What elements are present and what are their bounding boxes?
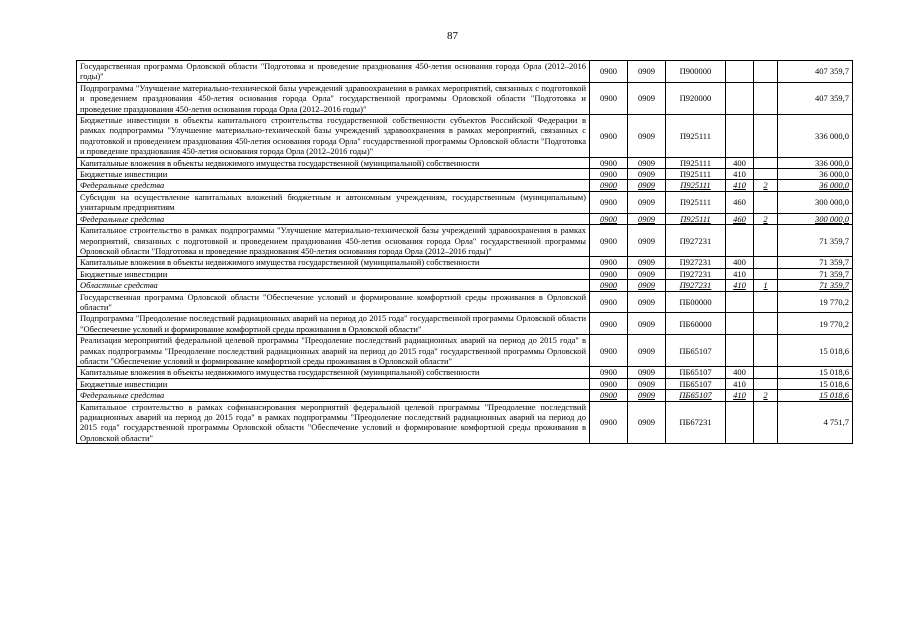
target-article-code: П927231 (666, 280, 726, 291)
target-article-code: ПБ65107 (666, 378, 726, 389)
ministry-code: 0900 (590, 280, 628, 291)
funding-source-code (754, 61, 778, 83)
expense-type-code: 400 (726, 367, 754, 378)
amount-value: 300 000,0 (778, 213, 853, 224)
table-row (77, 401, 853, 444)
subsection-code: 0909 (628, 280, 666, 291)
amount-value: 71 359,7 (778, 280, 853, 291)
subsection-code: 0909 (628, 157, 666, 168)
funding-source-code (754, 115, 778, 158)
table-body (77, 61, 853, 444)
target-article-code: П925111 (666, 169, 726, 180)
subsection-code: 0909 (628, 291, 666, 313)
amount-value: 15 018,6 (778, 367, 853, 378)
table-row (77, 390, 853, 401)
ministry-code: 0900 (590, 313, 628, 335)
target-article-code: П925111 (666, 157, 726, 168)
row-description: Федеральные средства (77, 390, 590, 401)
target-article-code: ПБ60000 (666, 313, 726, 335)
expense-type-code: 410 (726, 180, 754, 191)
amount-value: 336 000,0 (778, 157, 853, 168)
expense-type-code (726, 401, 754, 444)
target-article-code: ПБ67231 (666, 401, 726, 444)
table-row (77, 191, 853, 213)
row-description: Подпрограмма "Улучшение материально-технической базы учреждений здравоохранения в рамках мероприятий, связанных с подготовкой и проведением празднования 450-летия основания города Орла" государственной программы Орловской области "Подготовка и проведение празднования 450-летия основания города Орла (2012–2016 годы)" (77, 82, 590, 114)
amount-value: 407 359,7 (778, 61, 853, 83)
subsection-code: 0909 (628, 335, 666, 367)
amount-value: 15 018,6 (778, 390, 853, 401)
row-description: Государственная программа Орловской области "Подготовка и проведение празднования 450-летия основания города Орла (2012–2016 годы)" (77, 61, 590, 83)
amount-value: 4 751,7 (778, 401, 853, 444)
subsection-code: 0909 (628, 257, 666, 268)
expense-type-code: 410 (726, 169, 754, 180)
row-description: Капитальные вложения в объекты недвижимого имущества государственной (муниципальной) собственности (77, 367, 590, 378)
subsection-code: 0909 (628, 180, 666, 191)
expense-type-code: 410 (726, 378, 754, 389)
subsection-code: 0909 (628, 367, 666, 378)
ministry-code: 0900 (590, 257, 628, 268)
funding-source-code: 1 (754, 280, 778, 291)
amount-value: 407 359,7 (778, 82, 853, 114)
page-number: 87 (447, 30, 458, 42)
expense-type-code (726, 335, 754, 367)
table-row (77, 169, 853, 180)
table-row (77, 257, 853, 268)
subsection-code: 0909 (628, 82, 666, 114)
expense-type-code: 400 (726, 257, 754, 268)
funding-source-code (754, 268, 778, 279)
amount-value: 15 018,6 (778, 335, 853, 367)
ministry-code: 0900 (590, 82, 628, 114)
subsection-code: 0909 (628, 225, 666, 257)
target-article-code: П927231 (666, 225, 726, 257)
funding-source-code (754, 225, 778, 257)
target-article-code: П925111 (666, 180, 726, 191)
target-article-code: П925111 (666, 115, 726, 158)
amount-value: 71 359,7 (778, 257, 853, 268)
target-article-code: П927231 (666, 257, 726, 268)
table-row (77, 280, 853, 291)
table-row (77, 378, 853, 389)
funding-source-code (754, 335, 778, 367)
funding-source-code: 2 (754, 213, 778, 224)
funding-source-code (754, 367, 778, 378)
expense-type-code: 410 (726, 268, 754, 279)
funding-source-code: 2 (754, 390, 778, 401)
funding-source-code (754, 157, 778, 168)
table-row (77, 61, 853, 83)
target-article-code: П925111 (666, 191, 726, 213)
subsection-code: 0909 (628, 268, 666, 279)
expense-type-code (726, 291, 754, 313)
expense-type-code (726, 82, 754, 114)
amount-value: 19 770,2 (778, 291, 853, 313)
subsection-code: 0909 (628, 191, 666, 213)
row-description: Бюджетные инвестиции (77, 378, 590, 389)
row-description: Областные средства (77, 280, 590, 291)
expense-type-code (726, 61, 754, 83)
row-description: Подпрограмма "Преодоление последствий радиационных аварий на период до 2015 года" государственной программы Орловской области "Обеспечение условий и формирование комфортной среды проживания в Орловской области" (77, 313, 590, 335)
funding-source-code (754, 82, 778, 114)
amount-value: 36 000,0 (778, 180, 853, 191)
expense-type-code: 410 (726, 280, 754, 291)
target-article-code: ПБ65107 (666, 367, 726, 378)
table-row (77, 268, 853, 279)
row-description: Реализация мероприятий федеральной целевой программы "Преодоление последствий радиационных аварий на период до 2015 года" в рамках подпрограммы "Преодоление последствий радиационных аварий на период до 2015 года" государственной программы Орловской области "Обеспечение условий и формирование комфортной среды проживания в Орловской области" (77, 335, 590, 367)
ministry-code: 0900 (590, 157, 628, 168)
funding-source-code (754, 401, 778, 444)
subsection-code: 0909 (628, 213, 666, 224)
amount-value: 15 018,6 (778, 378, 853, 389)
target-article-code: ПБ65107 (666, 390, 726, 401)
amount-value: 71 359,7 (778, 268, 853, 279)
expense-type-code: 460 (726, 191, 754, 213)
funding-source-code (754, 191, 778, 213)
expense-type-code (726, 313, 754, 335)
subsection-code: 0909 (628, 390, 666, 401)
table-row (77, 335, 853, 367)
row-description: Субсидии на осуществление капитальных вложений бюджетным и автономным учреждениям, государственным (муниципальным) унитарным предприятиям (77, 191, 590, 213)
table-row (77, 313, 853, 335)
subsection-code: 0909 (628, 313, 666, 335)
ministry-code: 0900 (590, 367, 628, 378)
subsection-code: 0909 (628, 115, 666, 158)
ministry-code: 0900 (590, 191, 628, 213)
subsection-code: 0909 (628, 401, 666, 444)
row-description: Бюджетные инвестиции (77, 169, 590, 180)
ministry-code: 0900 (590, 115, 628, 158)
target-article-code: П920000 (666, 82, 726, 114)
ministry-code: 0900 (590, 401, 628, 444)
row-description: Бюджетные инвестиции (77, 268, 590, 279)
target-article-code: П927231 (666, 268, 726, 279)
funding-source-code (754, 378, 778, 389)
ministry-code: 0900 (590, 169, 628, 180)
ministry-code: 0900 (590, 291, 628, 313)
expense-type-code (726, 115, 754, 158)
ministry-code: 0900 (590, 268, 628, 279)
ministry-code: 0900 (590, 335, 628, 367)
expense-type-code (726, 225, 754, 257)
table-row (77, 180, 853, 191)
table-row (77, 367, 853, 378)
row-description: Капитальные вложения в объекты недвижимого имущества государственной (муниципальной) собственности (77, 157, 590, 168)
table-row (77, 157, 853, 168)
ministry-code: 0900 (590, 180, 628, 191)
ministry-code: 0900 (590, 378, 628, 389)
target-article-code: ПБ65107 (666, 335, 726, 367)
target-article-code: ПБ00000 (666, 291, 726, 313)
amount-value: 300 000,0 (778, 191, 853, 213)
row-description: Бюджетные инвестиции в объекты капитального строительства государственной собственности субъектов Российской Федерации в рамках подпрограммы "Улучшение материально-технической базы учреждений здравоохранения в рамках мероприятий, связанных с подготовкой и проведением празднования 450-летия основания города Орла" государственной программы Орловской области "Подготовка и проведение празднования 450-летия основания города Орла (2012–2016 годы)" (77, 115, 590, 158)
subsection-code: 0909 (628, 378, 666, 389)
row-description: Капитальное строительство в рамках подпрограммы "Улучшение материально-технической базы учреждений здравоохранения в рамках мероприятий, связанных с подготовкой и проведением празднования 450-летия основания города Орла" государственной программы Орловской области "Подготовка и проведение празднования 450-летия основания города Орла (2012–2016 годы)" (77, 225, 590, 257)
funding-source-code (754, 313, 778, 335)
row-description: Федеральные средства (77, 180, 590, 191)
ministry-code: 0900 (590, 213, 628, 224)
amount-value: 336 000,0 (778, 115, 853, 158)
table-row (77, 225, 853, 257)
amount-value: 19 770,2 (778, 313, 853, 335)
ministry-code: 0900 (590, 225, 628, 257)
row-description: Государственная программа Орловской области "Обеспечение условий и формирование комфортной среды проживания в Орловской области" (77, 291, 590, 313)
target-article-code: П925111 (666, 213, 726, 224)
subsection-code: 0909 (628, 61, 666, 83)
expense-type-code: 410 (726, 390, 754, 401)
amount-value: 36 000,0 (778, 169, 853, 180)
funding-source-code (754, 257, 778, 268)
budget-table (76, 60, 853, 444)
expense-type-code: 400 (726, 157, 754, 168)
ministry-code: 0900 (590, 390, 628, 401)
subsection-code: 0909 (628, 169, 666, 180)
funding-source-code: 2 (754, 180, 778, 191)
funding-source-code (754, 169, 778, 180)
table-row (77, 115, 853, 158)
row-description: Федеральные средства (77, 213, 590, 224)
funding-source-code (754, 291, 778, 313)
expense-type-code: 460 (726, 213, 754, 224)
table-row (77, 82, 853, 114)
table-row (77, 213, 853, 224)
row-description: Капитальные вложения в объекты недвижимого имущества государственной (муниципальной) собственности (77, 257, 590, 268)
target-article-code: П900000 (666, 61, 726, 83)
row-description: Капитальное строительство в рамках софинансирования мероприятий федеральной целевой программы "Преодоление последствий радиационных аварий на период до 2015 года" в рамках подпрограммы "Преодоление последствий радиационных аварий на период до 2015 года" государственной программы Орловской области "Обеспечение условий и формирование комфортной среды проживания в Орловской области" (77, 401, 590, 444)
amount-value: 71 359,7 (778, 225, 853, 257)
ministry-code: 0900 (590, 61, 628, 83)
table-row (77, 291, 853, 313)
